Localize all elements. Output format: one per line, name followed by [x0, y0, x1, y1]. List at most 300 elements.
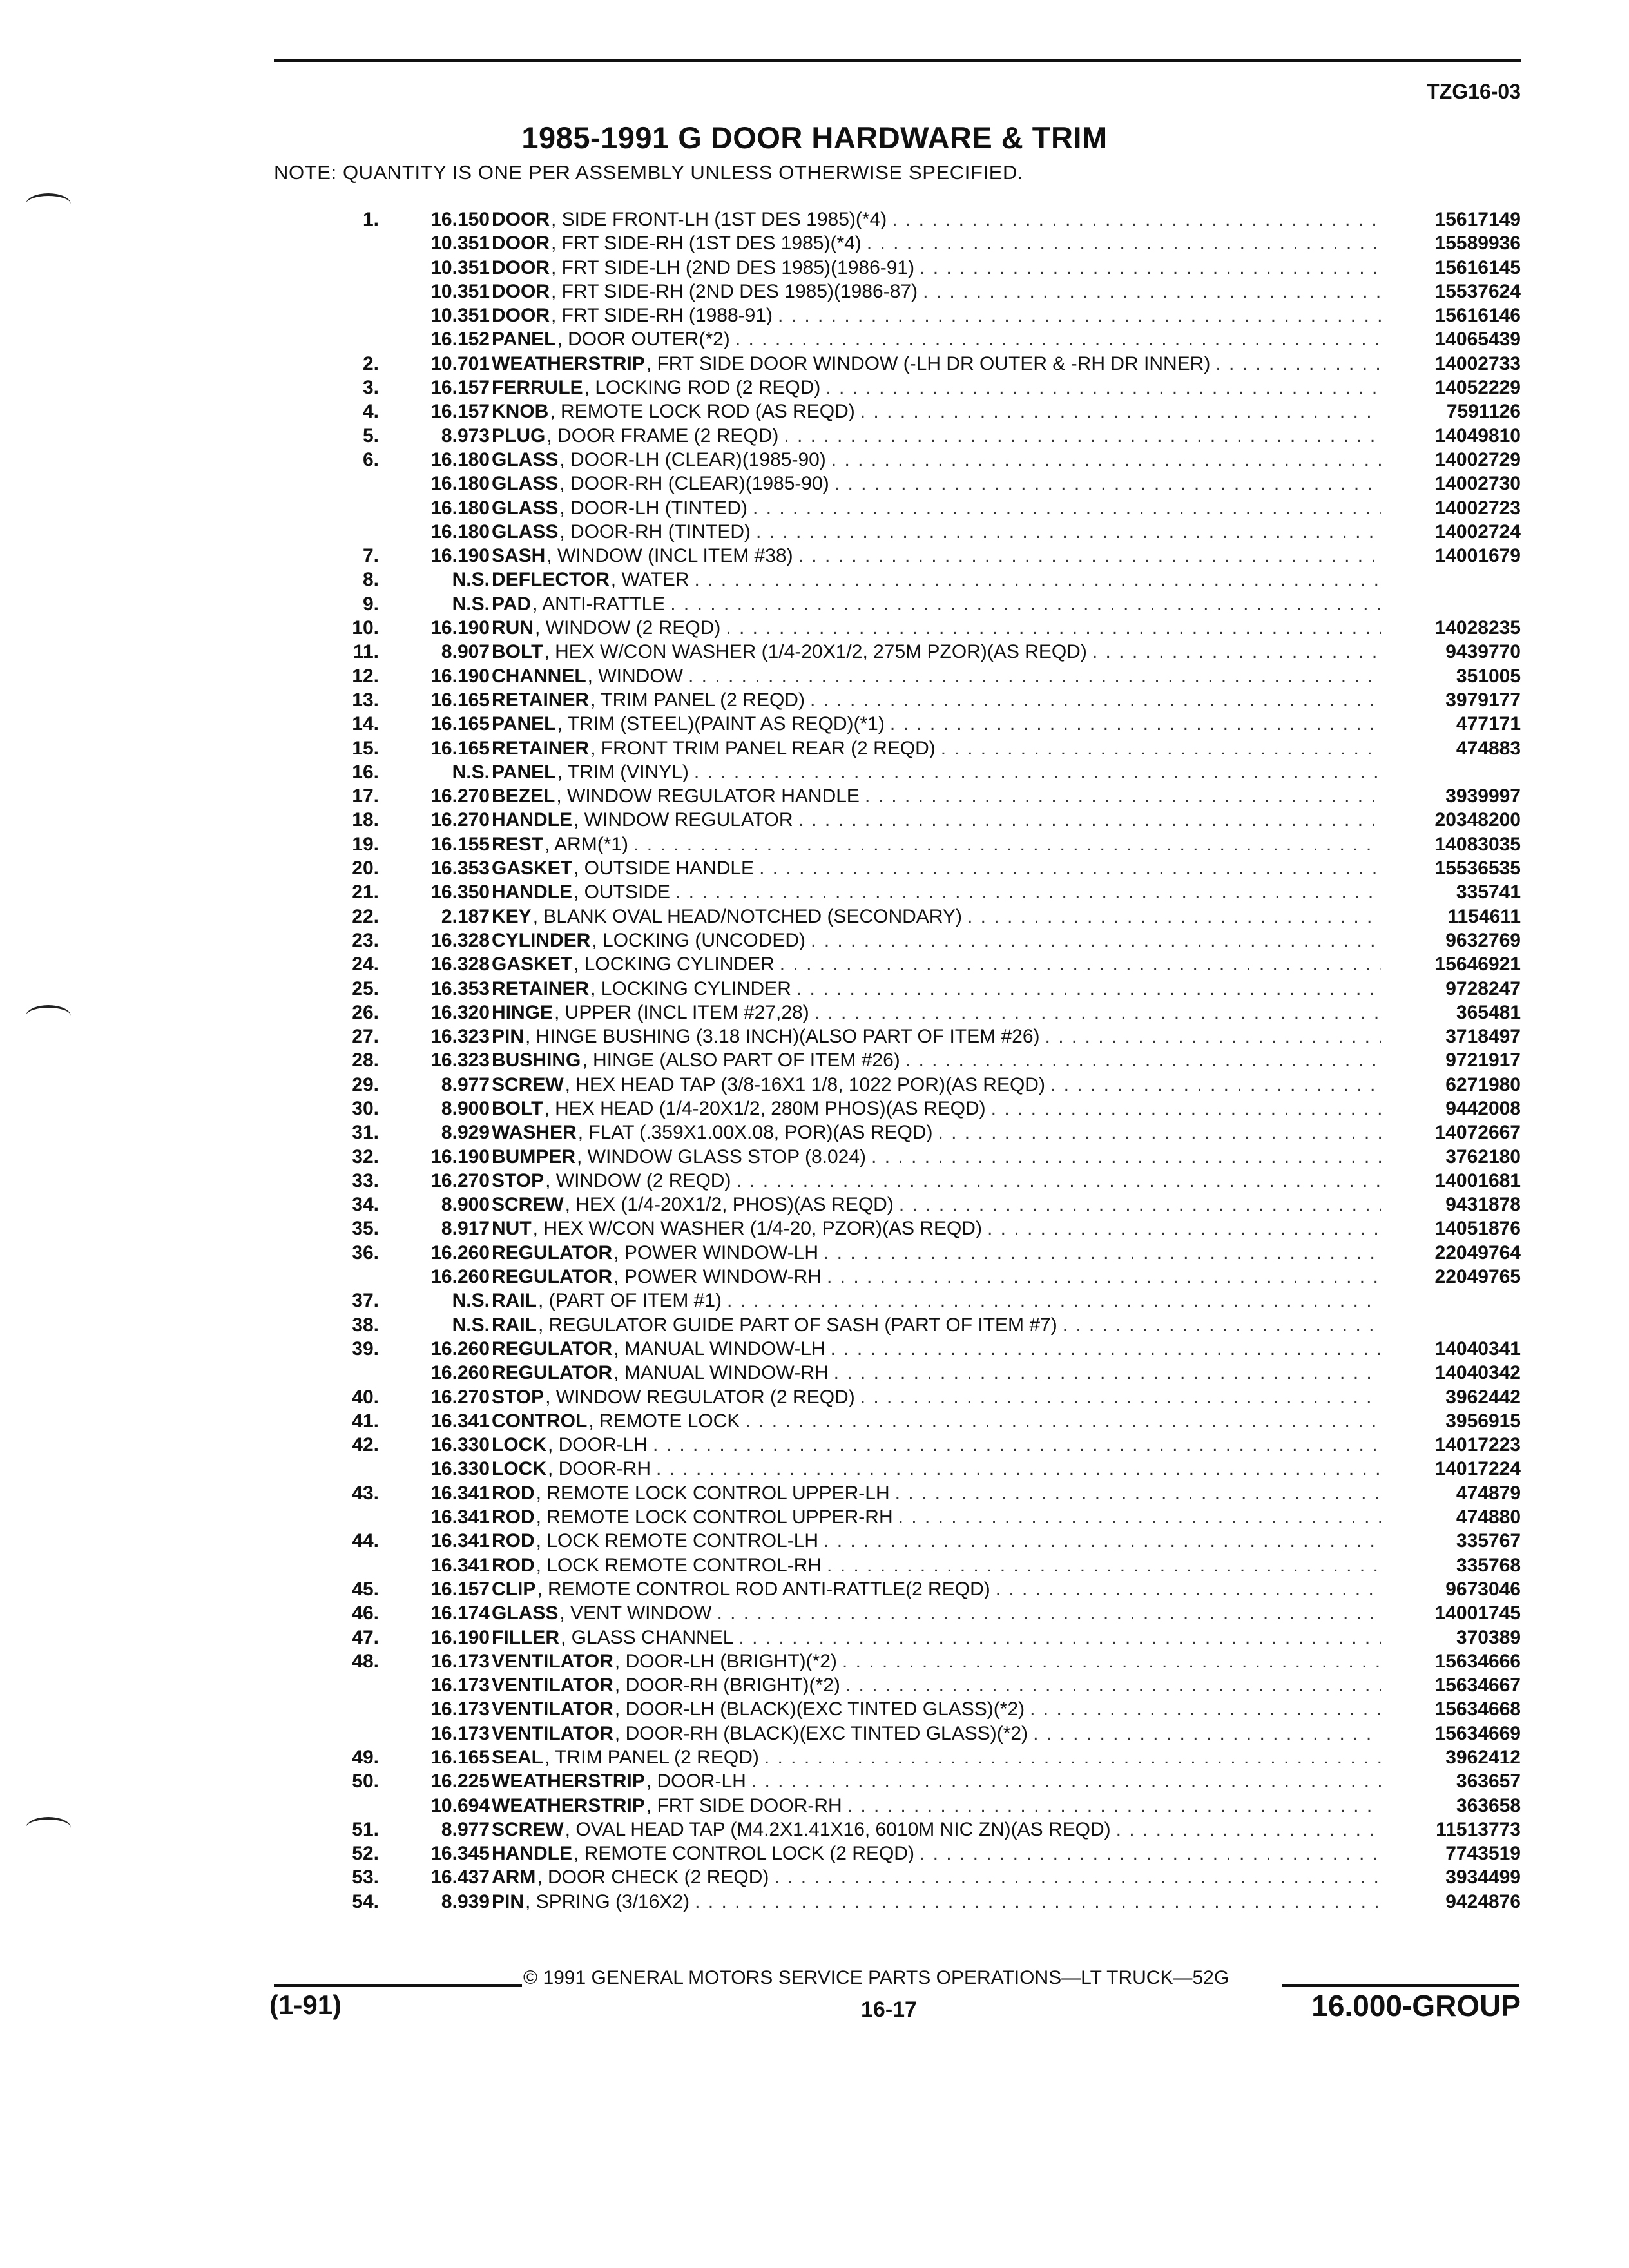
part-detail: , POWER WINDOW-RH	[613, 1266, 822, 1288]
part-name: SCREW	[492, 1194, 564, 1216]
dot-leader	[759, 1745, 1381, 1769]
page-title: 1985-1991 G DOOR HARDWARE & TRIM	[521, 120, 1108, 155]
part-name: LOCK	[492, 1434, 546, 1456]
dot-leader	[1087, 640, 1381, 664]
part-description	[492, 1433, 1381, 1457]
part-description	[492, 280, 1381, 303]
dot-leader	[733, 1626, 1381, 1649]
item-number: 39.	[352, 1338, 379, 1360]
part-number: 7743519	[1445, 1843, 1521, 1865]
part-number: 9721917	[1445, 1050, 1521, 1072]
part-number: 3979177	[1445, 689, 1521, 711]
dot-leader	[829, 1361, 1381, 1385]
part-detail: , HINGE BUSHING (3.18 INCH)(ALSO PART OF ITEM #26)	[525, 1026, 1040, 1048]
part-detail: , FLAT (.359X1.00X.08, POR)(AS REQD)	[577, 1122, 933, 1144]
dot-leader	[730, 327, 1381, 351]
group-number: 8.917	[441, 1218, 490, 1240]
group-number: 16.341	[430, 1482, 490, 1504]
part-name: NUT	[492, 1218, 532, 1240]
part-detail: , GLASS CHANNEL	[561, 1626, 734, 1648]
part-description	[492, 1120, 1381, 1144]
part-description	[492, 1505, 1381, 1529]
part-name: WEATHERSTRIP	[492, 1794, 645, 1816]
part-description	[492, 1073, 1381, 1097]
group-number: N.S.	[452, 1314, 490, 1336]
part-number: 15617149	[1434, 209, 1521, 230]
part-row	[0, 712, 1629, 736]
dot-leader	[775, 952, 1381, 976]
part-name: RETAINER	[492, 977, 590, 999]
group-number: 8.939	[441, 1890, 490, 1912]
part-name: PLUG	[492, 425, 546, 447]
group-number: 10.351	[430, 256, 490, 278]
part-number: 14002730	[1434, 473, 1521, 495]
item-number: 31.	[352, 1122, 379, 1144]
part-name: STOP	[492, 1169, 545, 1191]
group-number: 16.323	[430, 1026, 490, 1048]
group-number: 16.330	[430, 1458, 490, 1480]
group-number: 16.173	[430, 1675, 490, 1696]
dot-leader	[1028, 1722, 1381, 1745]
part-row	[0, 1553, 1629, 1577]
part-detail: , DOOR-LH (BRIGHT)(*2)	[614, 1650, 837, 1672]
part-row	[0, 327, 1629, 351]
part-description	[492, 352, 1381, 376]
part-name: BOLT	[492, 641, 543, 663]
group-number: 16.341	[430, 1530, 490, 1552]
part-detail: , SIDE FRONT-LH (1ST DES 1985)(*4)	[551, 209, 887, 230]
part-description	[492, 1890, 1381, 1914]
group-number: 16.165	[430, 737, 490, 759]
dot-leader	[1210, 352, 1381, 376]
dot-leader	[862, 231, 1381, 255]
part-number: 15616145	[1434, 256, 1521, 278]
group-number: 16.260	[430, 1242, 490, 1264]
part-name: VENTILATOR	[492, 1698, 613, 1720]
dot-leader	[689, 760, 1381, 784]
item-number: 52.	[352, 1843, 379, 1865]
group-number: 16.152	[430, 329, 490, 351]
group-number: 16.173	[430, 1650, 490, 1672]
part-description	[492, 376, 1381, 399]
part-number: 9673046	[1445, 1578, 1521, 1600]
part-row	[0, 231, 1629, 255]
group-number: 16.180	[430, 497, 490, 519]
part-detail: , WINDOW GLASS STOP (8.024)	[577, 1146, 867, 1168]
part-description	[492, 1818, 1381, 1841]
group-number: 16.173	[430, 1722, 490, 1744]
part-detail: , DOOR-RH (BRIGHT)(*2)	[614, 1675, 840, 1696]
item-number: 42.	[352, 1434, 379, 1456]
group-number: 16.260	[430, 1362, 490, 1384]
part-row	[0, 424, 1629, 448]
part-name: RAIL	[492, 1314, 537, 1336]
revision-date: (1-91)	[269, 1990, 342, 2020]
part-number: 15634666	[1434, 1650, 1521, 1672]
part-name: GASKET	[492, 858, 573, 879]
item-number: 37.	[352, 1290, 379, 1312]
part-description	[492, 977, 1381, 1001]
group-number: 10.694	[430, 1794, 490, 1816]
group-number: 8.973	[441, 425, 490, 447]
part-row	[0, 1265, 1629, 1289]
dot-leader	[855, 399, 1381, 423]
part-number: 335767	[1456, 1530, 1521, 1552]
part-number: 15634669	[1434, 1722, 1521, 1744]
part-number: 14001745	[1434, 1602, 1521, 1624]
item-number: 38.	[352, 1314, 379, 1336]
part-description	[492, 399, 1381, 423]
part-row	[0, 1241, 1629, 1265]
group-number: 16.174	[430, 1602, 490, 1624]
part-number: 15616146	[1434, 305, 1521, 327]
part-name: PANEL	[492, 761, 556, 783]
part-detail: , OUTSIDE HANDLE	[574, 858, 755, 879]
part-number: 7591126	[1446, 401, 1521, 423]
part-detail: , DOOR-LH (TINTED)	[559, 497, 748, 519]
part-name: FILLER	[492, 1626, 559, 1648]
dot-leader	[747, 496, 1381, 520]
dot-leader	[651, 1457, 1381, 1481]
item-number: 22.	[352, 905, 379, 927]
part-row	[0, 688, 1629, 712]
quantity-note: NOTE: QUANTITY IS ONE PER ASSEMBLY UNLESS OTHERWISE SPECIFIED.	[274, 161, 1024, 184]
dot-leader	[628, 832, 1381, 856]
parts-list	[0, 207, 1629, 1914]
part-detail: , DOOR-LH (BLACK)(EXC TINTED GLASS)(*2)	[614, 1698, 1025, 1720]
part-row	[0, 856, 1629, 880]
item-number: 12.	[352, 665, 379, 687]
part-detail: , ARM(*1)	[545, 833, 629, 855]
part-detail: , MANUAL WINDOW-LH	[613, 1338, 825, 1360]
part-number: 15646921	[1434, 954, 1521, 975]
group-number: 16.173	[430, 1698, 490, 1720]
part-row	[0, 1890, 1629, 1914]
part-number: 474883	[1456, 737, 1521, 759]
part-number: 22049765	[1434, 1266, 1521, 1288]
part-description	[492, 1313, 1381, 1337]
part-name: KNOB	[492, 401, 549, 423]
group-number: 8.929	[441, 1122, 490, 1144]
part-detail: , FRT SIDE-LH (2ND DES 1985)(1986-91)	[551, 256, 915, 278]
group-number: 16.330	[430, 1434, 490, 1456]
part-description	[492, 1241, 1381, 1265]
part-row	[0, 1409, 1629, 1433]
dot-leader	[822, 1553, 1381, 1577]
part-description	[492, 448, 1381, 472]
part-name: ARM	[492, 1867, 536, 1888]
dot-leader	[773, 303, 1381, 327]
part-row	[0, 1024, 1629, 1048]
item-number: 27.	[352, 1026, 379, 1048]
item-number: 19.	[352, 833, 379, 855]
part-detail: , ANTI-RATTLE	[532, 593, 666, 615]
group-number: 8.977	[441, 1818, 490, 1840]
group-number: 10.351	[430, 233, 490, 255]
part-name: REST	[492, 833, 544, 855]
part-name: GLASS	[492, 473, 559, 495]
part-description	[492, 1577, 1381, 1601]
part-name: GLASS	[492, 448, 559, 470]
part-row	[0, 1865, 1629, 1889]
dot-leader	[842, 1794, 1381, 1818]
group-number: 16.353	[430, 977, 490, 999]
part-row	[0, 952, 1629, 976]
dot-leader	[818, 1529, 1381, 1553]
part-detail: , DOOR FRAME (2 REQD)	[546, 425, 779, 447]
dot-leader	[822, 1265, 1381, 1289]
group-number: 8.900	[441, 1097, 490, 1119]
dot-leader	[932, 1120, 1381, 1144]
group-number: 16.157	[430, 1578, 490, 1600]
part-description	[492, 231, 1381, 255]
item-number: 40.	[352, 1386, 379, 1408]
part-number: 14001679	[1434, 545, 1521, 567]
part-row	[0, 280, 1629, 303]
part-detail: , DOOR-RH (TINTED)	[559, 521, 751, 543]
group-number: 8.977	[441, 1073, 490, 1095]
item-number: 54.	[352, 1890, 379, 1912]
part-detail: , FRT SIDE-RH (1ST DES 1985)(*4)	[551, 233, 862, 255]
part-name: BOLT	[492, 1097, 543, 1119]
part-detail: , TRIM PANEL (2 REQD)	[590, 689, 805, 711]
part-description	[492, 1769, 1381, 1793]
part-detail: , REMOTE LOCK	[588, 1410, 740, 1432]
part-row	[0, 808, 1629, 832]
part-name: FERRULE	[492, 377, 583, 399]
part-name: REGULATOR	[492, 1338, 613, 1360]
part-detail: , DOOR-LH	[646, 1771, 746, 1792]
part-description	[492, 1841, 1381, 1865]
dot-leader	[914, 256, 1381, 280]
part-number: 474879	[1456, 1482, 1521, 1504]
part-description	[492, 1481, 1381, 1505]
part-detail: , HINGE (ALSO PART OF ITEM #26)	[582, 1050, 900, 1072]
part-detail: , LOCK REMOTE CONTROL-LH	[535, 1530, 819, 1552]
part-description	[492, 664, 1381, 688]
group-number: 16.270	[430, 809, 490, 831]
dot-leader	[648, 1433, 1381, 1457]
part-detail: , WINDOW REGULATOR HANDLE	[556, 785, 860, 807]
part-detail: , LOCKING CYLINDER	[574, 954, 775, 975]
part-name: CONTROL	[492, 1410, 588, 1432]
item-number: 11.	[352, 641, 379, 663]
part-number: 477171	[1456, 713, 1521, 735]
part-row	[0, 448, 1629, 472]
part-number: 14002724	[1434, 521, 1521, 543]
part-name: RETAINER	[492, 689, 590, 711]
part-number: 351005	[1456, 665, 1521, 687]
part-description	[492, 1745, 1381, 1769]
dot-leader	[986, 1097, 1381, 1120]
dot-leader	[829, 472, 1381, 495]
part-detail: , LOCKING CYLINDER	[590, 977, 791, 999]
part-number: 9442008	[1445, 1097, 1521, 1119]
group-number: N.S.	[452, 569, 490, 591]
part-number: 14083035	[1434, 833, 1521, 855]
part-number: 335768	[1456, 1554, 1521, 1576]
item-number: 23.	[352, 929, 379, 951]
dot-leader	[894, 1193, 1381, 1216]
part-name: GLASS	[492, 497, 559, 519]
part-name: PAD	[492, 593, 532, 615]
group-number: 16.155	[430, 833, 490, 855]
dot-leader	[711, 1601, 1381, 1625]
dot-leader	[1025, 1697, 1381, 1721]
item-number: 46.	[352, 1602, 379, 1624]
part-description	[492, 784, 1381, 808]
dot-leader	[837, 1649, 1381, 1673]
part-detail: , REMOTE CONTROL ROD ANTI-RATTLE(2 REQD)	[537, 1578, 990, 1600]
group-number: 2.187	[441, 905, 490, 927]
dot-leader	[962, 905, 1381, 928]
part-description	[492, 880, 1381, 904]
part-row	[0, 977, 1629, 1001]
part-row	[0, 592, 1629, 616]
part-description	[492, 1601, 1381, 1625]
dot-leader	[791, 977, 1381, 1001]
item-number: 33.	[352, 1169, 379, 1191]
item-number: 53.	[352, 1867, 379, 1888]
part-row	[0, 784, 1629, 808]
part-number: 11513773	[1436, 1818, 1521, 1840]
part-number: 14052229	[1434, 377, 1521, 399]
part-row	[0, 1145, 1629, 1169]
part-name: BEZEL	[492, 785, 555, 807]
footer-rule	[1282, 1984, 1519, 1987]
document-code: TZG16-03	[1427, 80, 1521, 103]
dot-leader	[746, 1769, 1381, 1793]
group-number: 16.260	[430, 1338, 490, 1360]
part-name: VENTILATOR	[492, 1675, 613, 1696]
dot-leader	[689, 1890, 1381, 1914]
item-number: 25.	[352, 977, 379, 999]
dot-leader	[769, 1865, 1381, 1889]
part-number: 9431878	[1445, 1194, 1521, 1216]
part-number: 365481	[1456, 1001, 1521, 1023]
part-detail: , WINDOW (2 REQD)	[545, 1169, 731, 1191]
part-description	[492, 1409, 1381, 1433]
group-number: 16.320	[430, 1001, 490, 1023]
part-name: LOCK	[492, 1458, 546, 1480]
part-description	[492, 1145, 1381, 1169]
part-name: DOOR	[492, 305, 550, 327]
group-number: 16.190	[430, 617, 490, 639]
dot-leader	[890, 1481, 1381, 1505]
dot-leader	[683, 664, 1381, 688]
item-number: 28.	[352, 1050, 379, 1072]
part-number: 14028235	[1434, 617, 1521, 639]
part-name: KEY	[492, 905, 532, 927]
dot-leader	[982, 1216, 1381, 1240]
part-row	[0, 303, 1629, 327]
item-number: 8.	[362, 569, 379, 591]
part-description	[492, 1529, 1381, 1553]
part-description	[492, 1697, 1381, 1721]
dot-leader	[887, 207, 1381, 231]
part-detail: , UPPER (INCL ITEM #27,28)	[554, 1001, 809, 1023]
part-name: WEATHERSTRIP	[492, 1771, 645, 1792]
part-number: 14051876	[1434, 1218, 1521, 1240]
part-row	[0, 376, 1629, 399]
item-number: 36.	[352, 1242, 379, 1264]
dot-leader	[751, 520, 1381, 544]
part-detail: , OVAL HEAD TAP (M4.2X1.41X16, 6010M NIC ZN)(AS REQD)	[564, 1818, 1111, 1840]
dot-leader	[722, 1289, 1381, 1312]
part-row	[0, 1337, 1629, 1361]
dot-leader	[936, 736, 1381, 760]
part-name: GASKET	[492, 954, 573, 975]
part-row	[0, 1626, 1629, 1649]
part-name: STOP	[492, 1386, 545, 1408]
dot-leader	[1057, 1313, 1381, 1337]
dot-leader	[805, 688, 1381, 712]
item-number: 18.	[352, 809, 379, 831]
dot-leader	[754, 856, 1381, 880]
part-description	[492, 808, 1381, 832]
dot-leader	[860, 784, 1381, 808]
group-number: 16.270	[430, 785, 490, 807]
part-detail: , LOCKING (UNCODED)	[592, 929, 806, 951]
part-number: 14017223	[1434, 1434, 1521, 1456]
part-description	[492, 1553, 1381, 1577]
part-description	[492, 928, 1381, 952]
part-number: 14072667	[1434, 1122, 1521, 1144]
group-number: 16.328	[430, 929, 490, 951]
part-detail: , POWER WINDOW-LH	[613, 1242, 819, 1264]
item-number: 5.	[362, 425, 379, 447]
dot-leader	[990, 1577, 1381, 1601]
part-description	[492, 952, 1381, 976]
part-detail: , OUTSIDE	[574, 881, 671, 903]
group-number: 16.350	[430, 881, 490, 903]
group-number: 16.180	[430, 448, 490, 470]
group-number: 16.341	[430, 1506, 490, 1528]
part-number: 3939997	[1445, 785, 1521, 807]
item-number: 47.	[352, 1626, 379, 1648]
group-number: 8.900	[441, 1194, 490, 1216]
part-row	[0, 1745, 1629, 1769]
item-number: 24.	[352, 954, 379, 975]
part-row	[0, 1722, 1629, 1745]
part-row	[0, 1673, 1629, 1697]
part-row	[0, 1433, 1629, 1457]
part-name: WASHER	[492, 1122, 577, 1144]
group-number: 16.341	[430, 1554, 490, 1576]
part-name: VENTILATOR	[492, 1722, 613, 1744]
part-row	[0, 1601, 1629, 1625]
part-row	[0, 640, 1629, 664]
part-detail: , HEX W/CON WASHER (1/4-20, PZOR)(AS REQD)	[532, 1218, 982, 1240]
part-detail: , HEX W/CON WASHER (1/4-20X1/2, 275M PZOR)(AS REQD)	[544, 641, 1087, 663]
item-number: 41.	[352, 1410, 379, 1432]
part-detail: , FRONT TRIM PANEL REAR (2 REQD)	[590, 737, 936, 759]
part-description	[492, 1289, 1381, 1312]
part-detail: , REGULATOR GUIDE PART OF SASH (PART OF ITEM #7)	[538, 1314, 1057, 1336]
part-number: 3762180	[1445, 1146, 1521, 1168]
part-description	[492, 712, 1381, 736]
group-number: 16.341	[430, 1410, 490, 1432]
dot-leader	[818, 1241, 1381, 1265]
part-number: 15634667	[1434, 1675, 1521, 1696]
part-number: 3718497	[1445, 1026, 1521, 1048]
part-row	[0, 664, 1629, 688]
part-description	[492, 1865, 1381, 1889]
part-description	[492, 1649, 1381, 1673]
part-row	[0, 1697, 1629, 1721]
part-number: 335741	[1456, 881, 1521, 903]
part-description	[492, 1048, 1381, 1072]
